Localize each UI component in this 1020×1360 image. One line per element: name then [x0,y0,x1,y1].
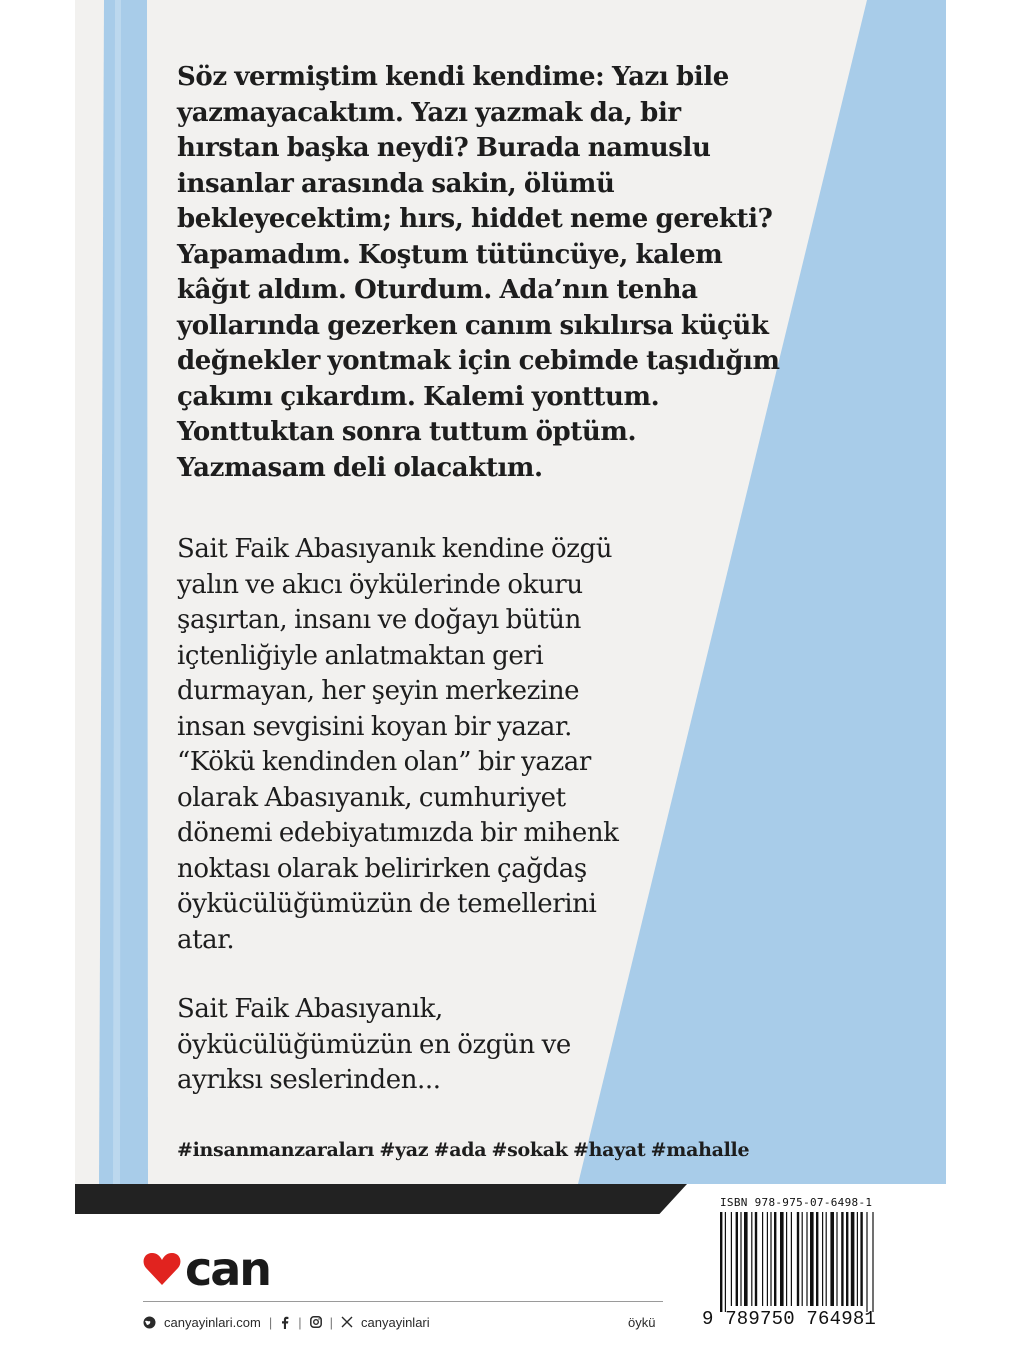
barcode-bar [841,1212,843,1306]
x-icon[interactable] [341,1316,353,1328]
hashtags: #insanmanzaraları #yaz #ada #sokak #hayat #mahalle [177,1139,750,1161]
back-cover [75,0,946,1184]
barcode-bar [762,1212,763,1306]
barcode-bar [786,1212,787,1306]
barcode-bar [797,1212,799,1306]
left-blue-strip [99,0,148,1184]
globe-icon [143,1316,156,1329]
barcode-bar [816,1212,818,1306]
website-link[interactable]: canyayinlari.com [164,1314,261,1330]
barcode-bar [791,1212,792,1306]
tagline: Sait Faik Abasıyanık, öykücülüğümüzün en özgün ve ayrıksı seslerinden... [177,994,571,1095]
social-handle[interactable]: canyayinlari [361,1314,430,1330]
logo-wordmark: can [185,1242,271,1296]
barcode-bar [774,1212,776,1306]
barcode-bar [725,1212,726,1312]
excerpt-quote: Söz vermiştim kendi kendime: Yazı bile yazmayacaktım. Yazı yazmak da, bir hırstan başka neydi? Burada namuslu insanlar arasında sakin, ölümü bekleyecektim; hırs, hiddet neme gerekti? Yapamadım. Koştum tütüncüye, kalem kâğıt aldım. Oturdum. Ada’nın tenha yollarında gezerken canım sıkılırsa küçük değnekler yontmak için cebimde taşıdığım çakımı çıkardım. Kalemi yonttum. Yonttuktan sonra tuttum öptüm. Yazmasam deli olacaktım. [177,62,780,483]
barcode-bar [751,1212,752,1306]
isbn-label: ISBN 978-975-07-6498-1 [720,1196,873,1209]
barcode-bar [866,1212,867,1312]
separator: | [298,1314,302,1330]
barcode-digits: 9 789750 764981 [702,1308,877,1330]
barcode-bar [755,1212,757,1306]
barcode-bar [767,1212,768,1306]
genre-label: öykü [628,1314,656,1330]
black-band [75,1184,687,1214]
barcode-bar [857,1212,858,1306]
barcode-bar [826,1212,827,1306]
barcode-bar [836,1212,837,1306]
barcode-bar [744,1212,748,1306]
author-description: Sait Faik Abasıyanık kendine özgü yalın ve akıcı öykülerinde okuru şaşırtan, insanı ve doğayı bütün içtenliğiyle anlatmaktan geri durmayan, her şeyin merkezine insan sevgisini koyan bir yazar. “Kökü kendinden olan” bir yazar olarak Abasıyanık, cumhuriyet dönemi edebiyatımızda bir mihenk noktası olarak belirirken çağdaş öykücülüğümüzün de temellerini atar. [177,534,619,955]
barcode-bar [872,1212,873,1312]
barcode-bar [780,1212,784,1306]
facebook-icon[interactable] [280,1316,290,1329]
barcode-bar [810,1212,814,1306]
barcode-bar [731,1212,732,1306]
barcode-bar [806,1212,807,1306]
barcode-bar [860,1212,862,1306]
publisher-logo [143,1244,303,1294]
barcode-bar [822,1212,823,1306]
barcode-bar [851,1212,855,1306]
barcode-bar [830,1212,834,1306]
separator: | [268,1314,273,1330]
barcode-bar [802,1212,803,1306]
barcode-bar [736,1212,738,1306]
barcode-bar [740,1212,741,1306]
separator: | [329,1314,333,1330]
barcode-bar [846,1212,848,1306]
footer-rule [143,1301,663,1302]
barcode-bar [720,1212,722,1312]
publisher-footer [143,1312,430,1332]
instagram-icon[interactable] [310,1316,322,1328]
heart-icon [143,1252,181,1286]
barcode-bar [770,1212,771,1306]
